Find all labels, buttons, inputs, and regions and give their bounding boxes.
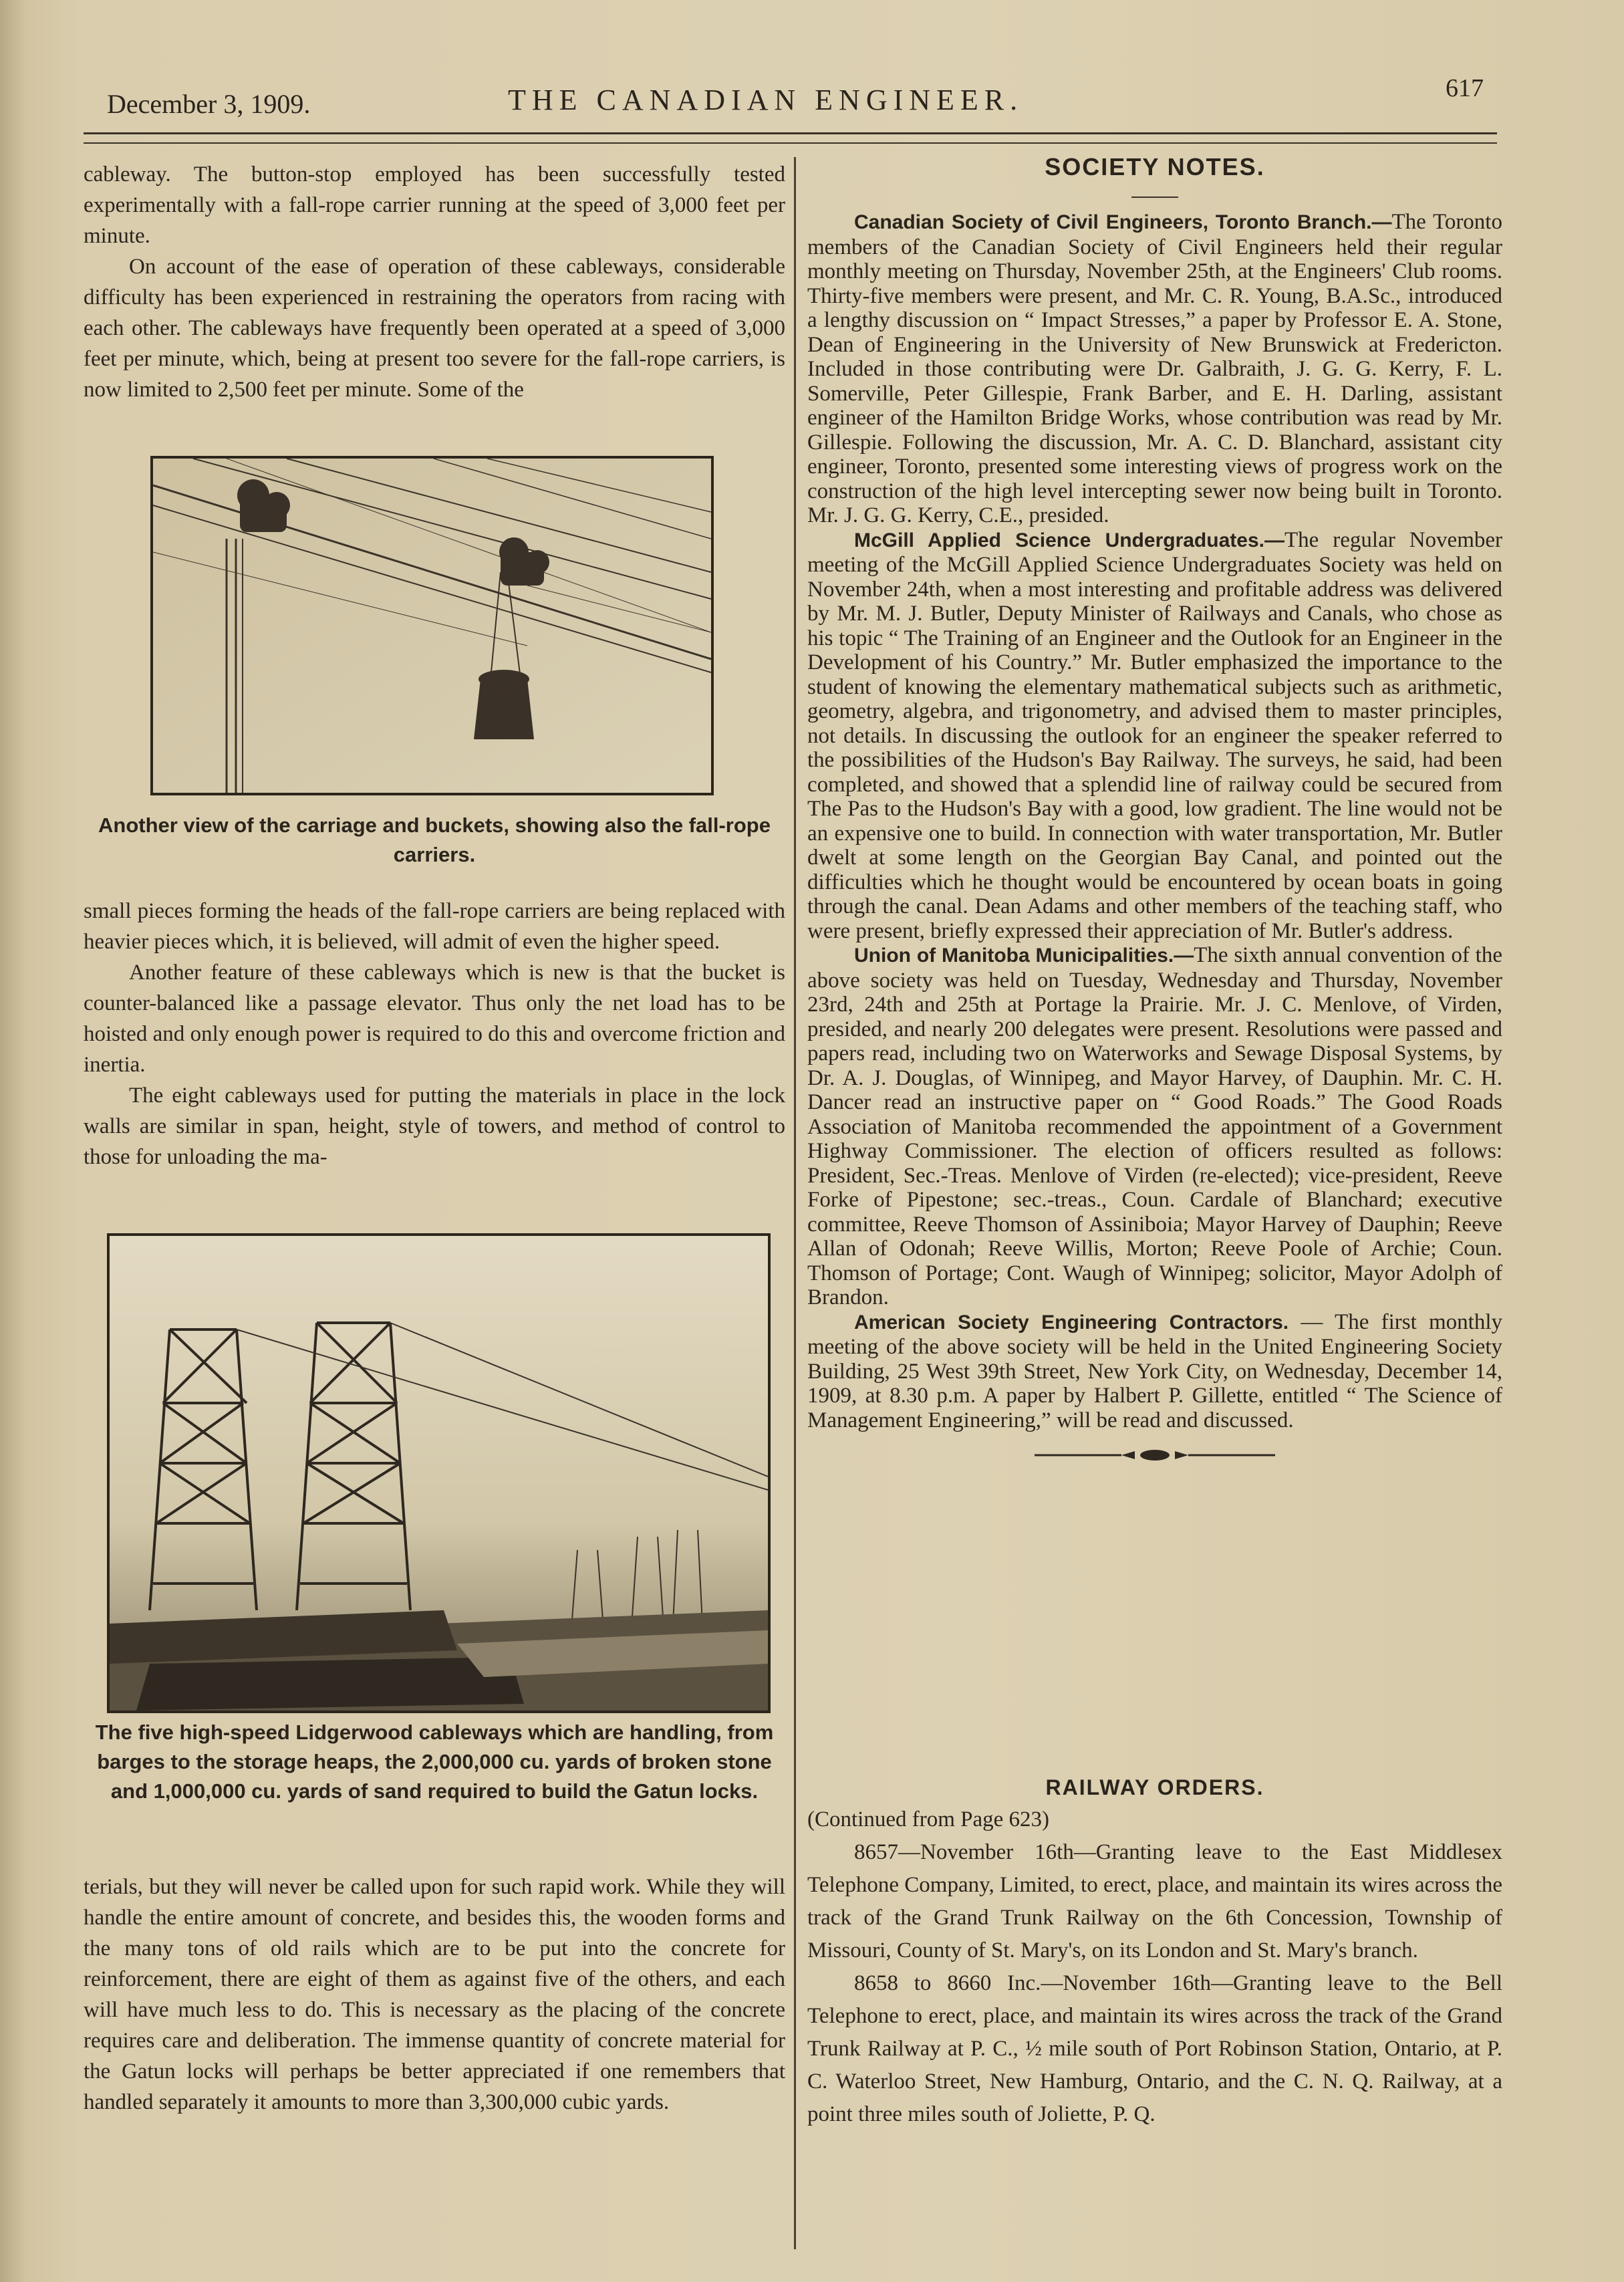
society-item-heading: Canadian Society of Civil Engineers, Toronto Branch.—	[854, 211, 1392, 233]
society-item-heading: American Society Engineering Contractors.	[854, 1311, 1289, 1334]
section-title: SOCIETY NOTES.	[1045, 153, 1265, 180]
society-item	[807, 528, 1502, 944]
carriage-buckets-photo	[150, 456, 714, 795]
paragraph: Another feature of these cableways which is new is that the bucket is counter-balanced like a passage elevator. Thus only the net load has to be hoisted and only enough power is required to do this and overcome friction and inertia.	[84, 961, 785, 1077]
society-notes-section	[807, 147, 1502, 1479]
page-number: 617	[1446, 74, 1484, 102]
society-item-text: The Toronto members of the Canadian Society of Civil Engineers held their regular monthly meeting on Thursday, November 25th, at the Engineers' Club rooms. Thirty-five members were present, and Mr. C. R. Young, B.A.Sc., introduced a lengthy discussion on “ Impact Stresses,” a paper by Professor E. A. Stone, Dean of Engineering in the University of New Brunswick at Fredericton. Included in those contributing were Dr. Galbraith, J. G. G. Kerry, F. L. Somerville, Peter Gillespie, Frank Barber, and E. H. Darling, assistant engineer of the Hamilton Bridge Works, whose contribution was read by Mr. Gillespie. Following the discussion, Mr. A. C. D. Blanchard, assistant city engineer, Toronto, presented some interesting views of progress work on the construction of the high level intercepting sewer now being built in Toronto. Mr. J. G. G. Kerry, C.E., presided.	[807, 210, 1502, 527]
page-header	[107, 74, 1484, 127]
photo-caption: The five high-speed Lidgerwood cableways which are handling, from barges to the storage heaps, the 2,000,000 cu. yards of broken stone and 1,000,000 cu. yards of sand required to build the Gatun locks.	[95, 1721, 774, 1803]
society-item	[807, 943, 1502, 1310]
title-rule	[1131, 197, 1178, 198]
society-item	[807, 210, 1502, 528]
left-column-middle	[84, 896, 785, 1172]
society-item	[807, 1310, 1502, 1433]
society-item-heading: Union of Manitoba Municipalities.—	[854, 944, 1194, 967]
paragraph: small pieces forming the heads of the fall-rope carriers are being replaced with heavier pieces which, it is believed, will admit of even the higher speed.	[84, 899, 785, 954]
paragraph: On account of the ease of operation of these cableways, considerable difficulty has been experienced in restraining the operators from racing with each other. The cableways have frequently been operated at a speed of 3,000 feet per minute, which, being at present too severe for the fall-rope carriers, is now limited to 2,500 feet per minute. Some of the	[84, 255, 785, 402]
left-column-top	[84, 159, 785, 405]
header-rule	[84, 132, 1497, 144]
order-item: 8657—November 16th—Granting leave to the East Middlesex Telephone Company, Limited, to erect, place, and maintain its wires across the track of the Grand Trunk Railway on the 6th Concession, Township of Missouri, County of St. Mary's, on its London and St. Mary's branch.	[807, 1840, 1502, 1962]
railway-orders-section	[807, 1771, 1502, 2131]
society-item-text: — The first monthly meeting of the above society will be held in the United Engineering Society Building, 25 West 39th Street, New York City, on Wednesday, December 14, 1909, at 8.30 p.m. A paper by Halbert P. Gillette, entitled “ The Science of Management Engineering,” will be read and discussed.	[807, 1309, 1503, 1432]
society-item-heading: McGill Applied Science Undergraduates.—	[854, 529, 1284, 551]
issue-date: December 3, 1909.	[107, 89, 311, 119]
section-subtitle: (Continued from Page 623)	[807, 1807, 1050, 1831]
left-column-bottom	[84, 1872, 785, 2118]
section-title: RAILWAY ORDERS.	[1045, 1775, 1264, 1799]
paragraph: cableway. The button-stop employed has been successfully tested experimentally with a fall-rope carrier running at the speed of 3,000 feet per minute.	[84, 162, 785, 248]
photo-caption: Another view of the carriage and buckets, showing also the fall-rope carriers.	[98, 813, 771, 866]
paragraph: terials, but they will never be called upon for such rapid work. While they will handle the entire amount of concrete, and besides this, the wooden forms and the many tons of old rails which are to be put into the concrete for reinforcement, there are eight of them as against five of the others, and each will have much less to do. This is necessary as the placing of the concrete requires care and deliberation. The immense quantity of concrete material for the Gatun locks will perhaps be better appreciated if one remembers that handled separately it amounts to more than 3,300,000 cubic yards.	[84, 1875, 785, 2114]
order-item: 8658 to 8660 Inc.—November 16th—Granting leave to the Bell Telephone to erect, place, and maintain its wires across the track of the Grand Trunk Railway at P. C., ½ mile south of Port Robinson Station, Ontario, at P. C. Waterloo Street, New Hamburg, Ontario, and the C. N. Q. Railway, at a point three miles south of Joliette, P. Q.	[807, 1971, 1502, 2126]
paragraph: The eight cableways used for putting the materials in place in the lock walls are similar in span, height, style of towers, and method of control to those for unloading the ma-	[84, 1084, 785, 1169]
journal-title: THE CANADIAN ENGINEER.	[508, 84, 1024, 116]
column-divider	[794, 157, 796, 2249]
society-item-text: The sixth annual convention of the above society was held on Tuesday, Wednesday and Thursday, November 23rd, 24th and 25th at Portage la Prairie. Mr. J. C. Menlove, of Virden, presided, and nearly 200 delegates were present. Resolutions were passed and papers read, including two on Waterworks and Sewage Disposal Systems, by Dr. A. J. Douglas, of Winnipeg, and Mayor Harvey, of Dauphin. Mr. C. H. Dancer read an instructive paper on “ Good Roads.” The Good Roads Association of Manitoba recommended the appointment of a Government Highway Commissioner. The election of officers resulted as follows: President, Sec.-Treas. Menlove of Virden (re-elected); vice-president, Reeve Forke of Pipestone; sec.-treas., Coun. Cardale of Blanchard; executive committee, Reeve Thomson of Assiniboia; Mayor Harvey of Dauphin; Reeve Allan of Odonah; Reeve Willis, Morton; Reeve Poole of Archie; Coun. Thomson of Portage; Cont. Waugh of Winnipeg; solicitor, Mayor Adolph of Brandon.	[807, 943, 1502, 1309]
society-item-text: The regular November meeting of the McGill Applied Science Undergraduates Society was held on November 24th, when a most interesting and profitable address was delivered by Mr. M. J. Butler, Deputy Minister of Railways and Canals, who chose as his topic “ The Training of an Engineer and the Outlook for an Engineer in the Development of his Country.” Mr. Butler emphasized the importance to the student of knowing the elementary mathematical subjects such as arithmetic, geometry, algebra, and trigonometry, and advised them to master principles, not details. In discussing the outlook for an engineer the speaker referred to the possibilities of the Hudson's Bay Railway. The surveys, he said, had been completed, and showed that a splendid line of railway could be secured from The Pas to the Hudson's Bay with a good, low gradient. The line would not be an expensive one to build. In connection with water transportation, Mr. Butler dwelt at some length on the Georgian Bay Canal, and pointed out the difficulties which he thought would be encountered by ocean boats in going through the canal. Dean Adams and other members of the teaching staff, who were present, briefly expressed their appreciation of Mr. Butler's address.	[807, 527, 1503, 943]
ornament-divider	[1035, 1448, 1275, 1462]
cableways-photo	[107, 1233, 771, 1713]
